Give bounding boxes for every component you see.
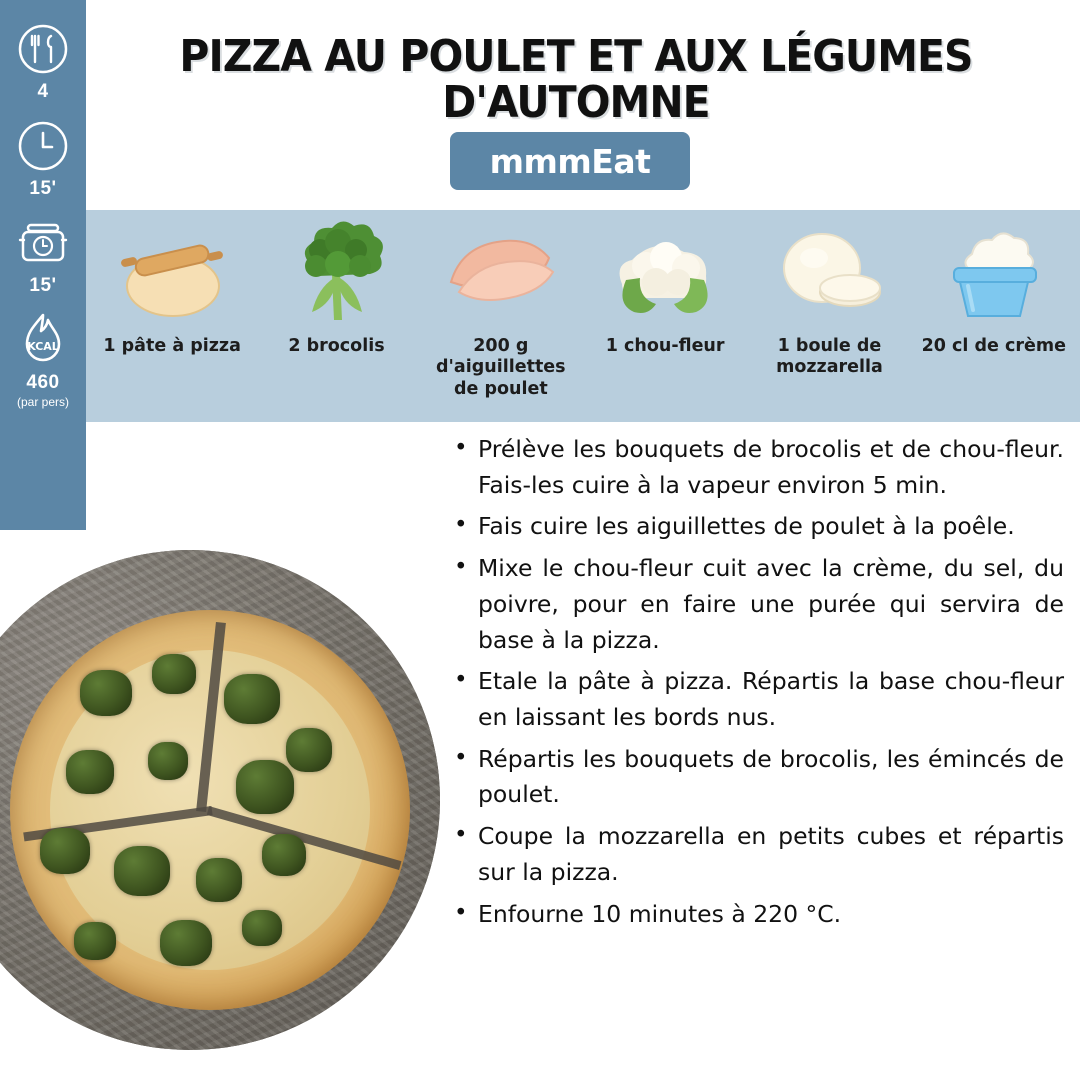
rail-item-prep-time <box>16 119 70 200</box>
photo-pizza <box>10 610 410 1010</box>
photo-broccoli <box>160 920 212 966</box>
ingredient-item <box>254 218 418 357</box>
rail-item-servings <box>16 22 70 103</box>
rail-prep-time-value: 15' <box>29 178 57 199</box>
photo-broccoli <box>242 910 282 946</box>
photo-broccoli <box>74 922 116 960</box>
ingredient-item <box>912 218 1076 357</box>
broccoli-icon <box>280 218 392 330</box>
chicken-breast-icon <box>441 218 561 330</box>
instructions-list <box>452 432 1064 938</box>
photo-broccoli <box>224 674 280 724</box>
brand-logo <box>450 132 690 190</box>
photo-broccoli <box>236 760 294 814</box>
ingredient-label: 2 brocolis <box>288 336 385 356</box>
list-item: • Enfourne 10 minutes à 220 °C. <box>452 897 1064 933</box>
list-item: • Etale la pâte à pizza. Répartis la base chou-fleur en laissant les bords nus. <box>452 664 1064 735</box>
cutlery-icon <box>16 22 70 76</box>
cauliflower-icon <box>608 218 722 330</box>
ingredient-item <box>419 218 583 400</box>
photo-broccoli <box>66 750 114 794</box>
rail-calories-sub: (par pers) <box>16 395 69 409</box>
ingredient-label: 200 g d'aiguillettes de poulet <box>436 336 566 399</box>
rail-item-calories <box>16 313 70 409</box>
ingredient-label: 20 cl de crème <box>921 336 1066 356</box>
mozzarella-icon <box>770 218 888 330</box>
rail-servings-value: 4 <box>37 81 49 102</box>
list-item: • Prélève les bouquets de brocolis et de chou-fleur. Fais-les cuire à la vapeur environ 5 min. <box>452 432 1064 503</box>
flame-kcal-icon <box>16 313 70 367</box>
cream-tub-icon <box>938 218 1050 330</box>
clock-icon <box>16 119 70 173</box>
ingredient-item <box>90 218 254 357</box>
rail-cook-time-value: 15' <box>29 275 57 296</box>
list-item: • Répartis les bouquets de brocolis, les émincés de poulet. <box>452 742 1064 813</box>
photo-broccoli <box>148 742 188 780</box>
photo-broccoli <box>152 654 196 694</box>
ingredient-label: 1 boule de mozzarella <box>776 336 883 378</box>
rail-item-cook-time <box>16 216 70 297</box>
dough-rolling-pin-icon <box>113 218 231 330</box>
ingredient-item <box>747 218 911 379</box>
cooker-icon <box>16 216 70 270</box>
info-rail <box>0 0 86 530</box>
photo-broccoli <box>80 670 132 716</box>
photo-broccoli <box>40 828 90 874</box>
brand-logo-text: mmmEat <box>489 141 651 181</box>
rail-calories-value: 460 <box>26 372 60 393</box>
list-item: • Fais cuire les aiguillettes de poulet à la poêle. <box>452 509 1064 545</box>
photo-broccoli <box>196 858 242 902</box>
list-item: • Mixe le chou-fleur cuit avec la crème, du sel, du poivre, pour en faire une purée qui servira de base à la pizza. <box>452 551 1064 658</box>
page-title: PIZZA AU POULET ET AUX LÉGUMES D'AUTOMNE <box>179 31 973 129</box>
ingredient-label: 1 pâte à pizza <box>103 336 241 356</box>
pizza-photo <box>0 550 440 1050</box>
ingredients-band <box>86 210 1080 422</box>
photo-broccoli <box>114 846 170 896</box>
list-item: • Coupe la mozzarella en petits cubes et répartis sur la pizza. <box>452 819 1064 890</box>
ingredient-label: 1 chou-fleur <box>605 336 725 356</box>
photo-broccoli <box>286 728 332 772</box>
photo-broccoli <box>262 834 306 876</box>
ingredient-item <box>583 218 747 357</box>
svg-text:KCAL: KCAL <box>27 340 59 353</box>
